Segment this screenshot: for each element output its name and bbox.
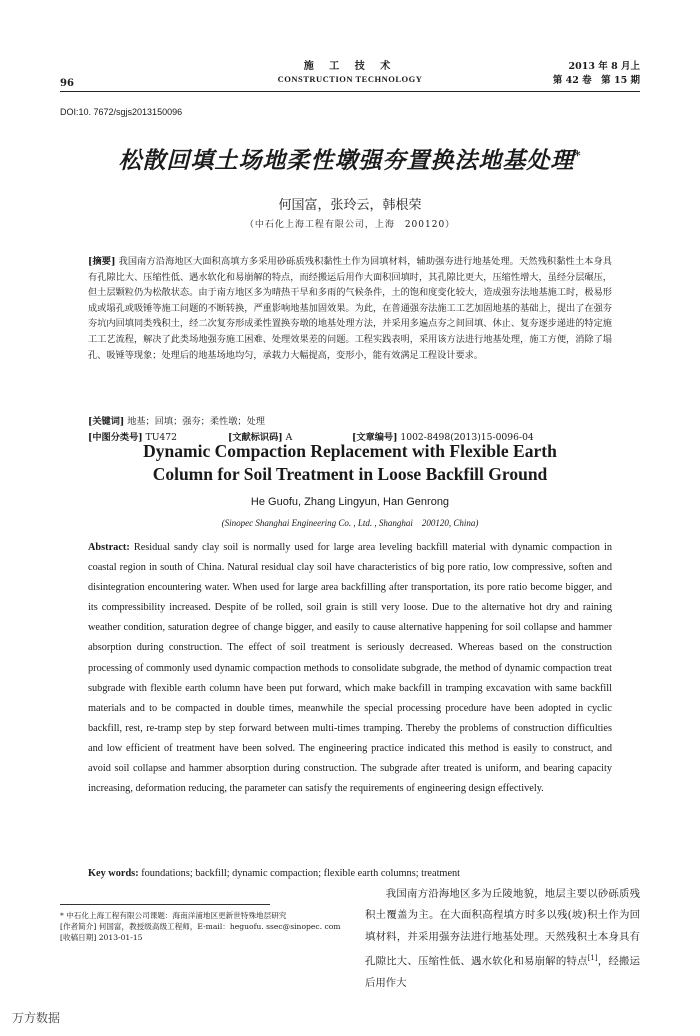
affiliation-en: (Sinopec Shanghai Engineering Co. , Ltd. , Shanghai 200120, China) [221,518,479,528]
body-text-main: 我国南方沿海地区多为丘陵地貌，地层主要以砂砾质残积土覆盖为主。在大面积高程填方时多以残(坡)积土作为回填材料，并采用强夯法进行地基处理。天然残积土本身具有孔隙比大、压缩性低、遇水软化和易崩解的特点 [365,888,640,968]
keywords-cn-text: 地基；回填；强夯；柔性墩；处理 [127,416,265,427]
journal-name-en: CONSTRUCTION TECHNOLOGY [277,74,423,84]
header-rule [60,91,640,92]
keywords-en [88,866,612,882]
body-paragraph [365,884,640,995]
doc-code-value: A [285,432,293,443]
authors-en: He Guofu, Zhang Lingyun, Han Genrong [250,496,450,508]
title-en-line1: Dynamic Compaction Replacement with Flexible Earth [143,441,557,461]
keywords-en-text: foundations; backfill; dynamic compaction; flexible earth columns; treatment [141,868,461,879]
footnote-rule [60,904,270,905]
keywords-cn-label: [关键词] [88,416,125,427]
clc-label: [中图分类号] [88,432,143,443]
abstract-cn-label: [摘要] [88,256,116,267]
article-no-value: 1002-8498(2013)15-0096-04 [400,432,534,443]
title-cn-text: 松散回填土场地柔性墩强夯置换法地基处理 [118,147,575,174]
doi: DOI:10. 7672/sgjs2013150096 [60,107,183,117]
affiliation-cn: （中石化上海工程有限公司，上海 200120） [244,220,456,230]
footnote-received: [收稿日期] 2013-01-15 [60,933,143,943]
citation-ref: [1] [587,954,598,963]
keywords-en-label: Key words: [88,868,139,879]
article-no-label: [文章编号] [352,432,398,443]
issue-info [553,60,640,88]
doc-code-label: [文献标识码] [228,432,283,443]
abstract-en-label: Abstract: [88,542,130,553]
title-en [0,440,700,486]
authors-cn: 何国富，张玲云，韩根荣 [278,198,422,213]
volume-issue: 第 42 卷 第 15 期 [552,75,640,86]
abstract-en [88,538,612,799]
watermark: 万方数据 [12,1011,61,1025]
abstract-en-text: Residual sandy clay soil is normally used for large area leveling backfill material with dynamic compaction in coastal region in south of China. Natural residual clay soil have characteristics of big pore ratio, low compressive, soften and disintegration encountering water. When used for large area backfilling after transportation, its pore ratio become bigger, and its compressibility increased. Despite of be rolled, soil grain is still very loose. Due to the alternative hot dry and raining weather condition, saturation degree of change bigger, and easily to cause alternative happening for soil collapse and hammer absorption during construction. The effect of soil treatment is seriously decreased. Whereas based on the construction processing of commonly used dynamic compaction methods to consolidate subgrade, the method of dynamic compaction treat subgrade with flexible earth column have been put forward, which make backfill in tramping excavation with same backfill materials and to be compacted in double times, meanwhile the special processing procedure have been adopted in cyclic backfill, rest, re-tramp step by step forward between multi-times tramping. Thereby the problems of construction difficulties and low efficient of treatment have been solved. The engineering practice indicated this method is easily to construct, and avoid soil collapse and hammer absorption during construction. The subgrade after treated is uniform, and bearing capacity increasing, deformation reducing, the parameter can satisfy the requirements of engineering design effectively. [88,542,612,795]
footnote-fund: * 中石化上海工程有限公司课题：海南洋浦地区更新世特殊地层研究 [60,911,287,920]
journal-name-cn: 施 工 技 术 [303,61,397,72]
body-text [365,884,640,995]
keywords-cn [88,414,612,429]
page-number: 96 [60,78,74,89]
abstract-cn-text: 我国南方沿海地区大面积高填方多采用砂砾质残积黏性土作为回填材料，辅助强夯进行地基处理。天然残积黏性土本身具有孔隙比大、压缩性低、遇水软化和易崩解的特点，而经搬运后用作大面积回填时，其孔隙比更大，压缩性增大，虽经分层碾压，但土层颗粒仍为松散状态。由于南方地区多为晴热干旱和多雨的气候条件，土的饱和度变化较大，造成强夯法地基施工时，极易形成或塌孔或吸锤等施工问题的不断转换，严重影响地基加固效果。为此，在普通强夯法施工工艺加固地基的基础上，提出了在强夯夯坑内回填同类残积土，经二次复夯形成柔性置换夯墩的地基处理方法，并采用多遍点夯之间回填、休止、复夯逐步递进的特定施工工艺流程，解决了此类场地强夯施工困难、处理效果差的问题。工程实践表明，采用该方法进行地基处理，施工方便，消除了塌孔、吸锤等现象；处理后的地基场地均匀，承载力大幅提高，变形小，能有效满足工程设计要求。 [88,256,612,361]
abstract-cn [88,254,612,363]
clc-value: TU472 [145,432,177,443]
body-text-tail: ，经搬运后用作大 [365,955,641,990]
footnote-author: [作者简介] 何国富，教授级高级工程师，E-mail：heguofu. ssec@sinopec. com [60,922,341,932]
title-cn [0,142,700,175]
title-footnote-mark: * [574,148,582,163]
issue-date: 2013 年 8 月上 [568,61,640,72]
footnote [60,910,355,944]
title-en-line2: Column for Soil Treatment in Loose Backfill Ground [152,464,548,484]
